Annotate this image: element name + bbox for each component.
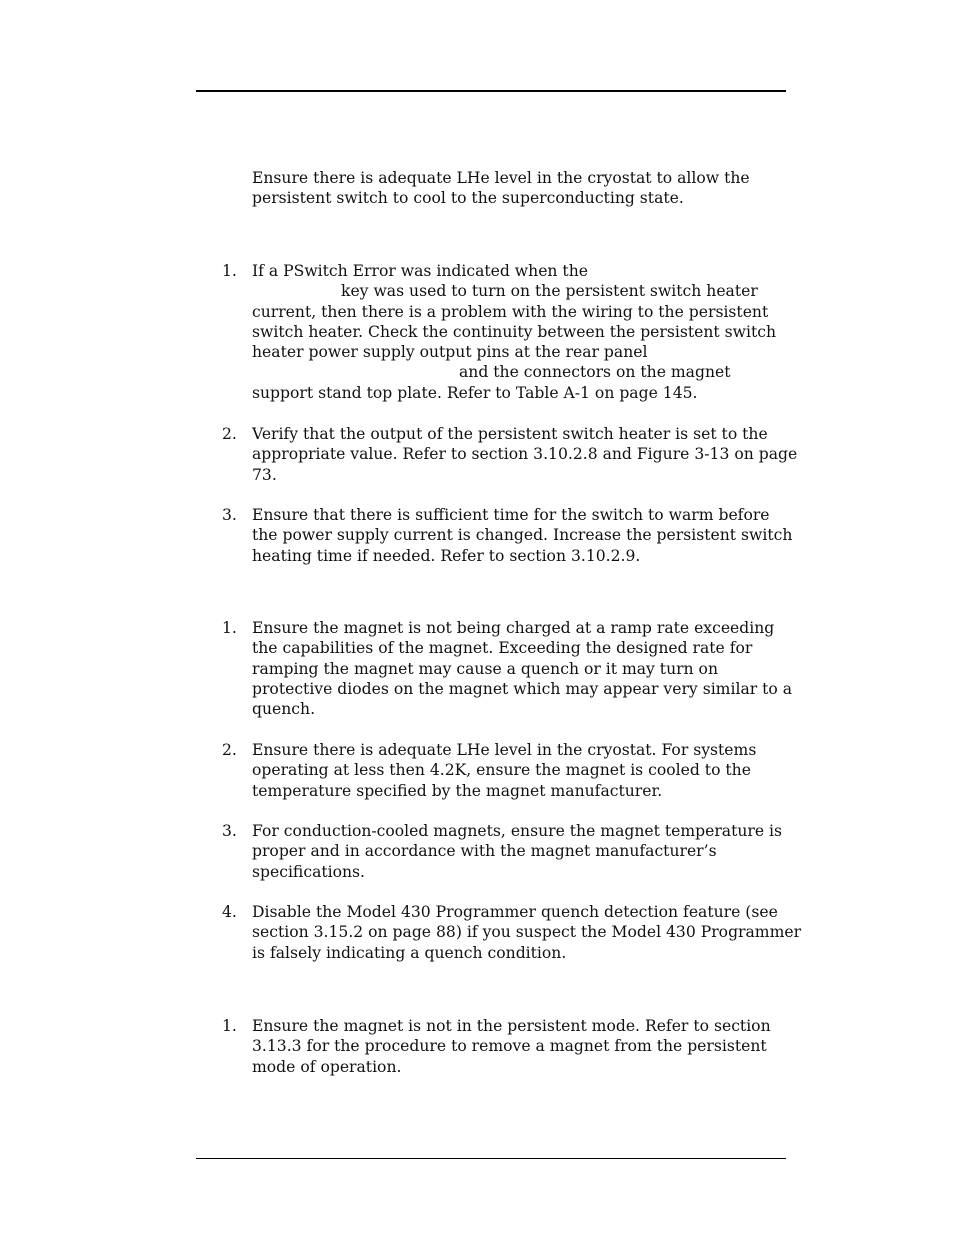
list-item-text [252,618,792,719]
text-line: quench. [252,700,316,719]
list-number: 4. [222,903,237,921]
list-number: 3. [222,506,237,524]
text-line: Disable the Model 430 Programmer quench detection feature (see [252,903,778,921]
text-line: temperature specified by the magnet manufacturer. [252,781,663,800]
text-line: mode of operation. [252,1057,402,1076]
text-line: 73. [252,465,277,484]
list-number: 2. [222,741,237,759]
text-line: Ensure the magnet is not in the persistent mode. Refer to section [252,1017,771,1035]
text-line: key was used to turn on the persistent switch heater [341,282,758,301]
header-rule [196,90,786,92]
text-line: Ensure the magnet is not being charged at a ramp rate exceeding [252,619,775,637]
footer-rule [196,1158,786,1159]
text-line: For conduction-cooled magnets, ensure the magnet temperature is [252,822,783,840]
list-number: 1. [222,619,237,637]
text-line: the capabilities of the magnet. Exceeding the designed rate for [252,639,753,658]
text-line: heater power supply output pins at the rear panel [252,343,648,362]
text-line: appropriate value. Refer to section 3.10.2.8 and Figure 3-13 on page [252,445,798,464]
text-line: operating at less then 4.2K, ensure the magnet is cooled to the [252,761,751,780]
text-line: proper and in accordance with the magnet manufacturer’s [252,842,717,861]
text-line: Ensure that there is sufficient time for the switch to warm before [252,506,770,524]
list-number: 3. [222,822,237,840]
text-line: the power supply current is changed. Increase the persistent switch [252,526,793,545]
text-line: section 3.15.2 on page 88) if you suspect the Model 430 Programmer [252,923,802,942]
list-item-text [252,1016,792,1077]
intro-paragraph [252,168,792,209]
list-number: 2. [222,425,237,443]
list-item-text [252,902,802,963]
list-item-text [252,261,792,403]
text-line: persistent switch to cool to the superconducting state. [252,189,684,208]
text-line: heating time if needed. Refer to section 3.10.2.9. [252,546,641,565]
list-item-text [252,740,792,801]
text-line: Verify that the output of the persistent switch heater is set to the [252,425,768,443]
text-line: switch heater. Check the continuity between the persistent switch [252,322,776,341]
text-line: ramping the magnet may cause a quench or it may turn on [252,659,718,678]
text-line: support stand top plate. Refer to Table A-1 on page 145. [252,383,698,402]
text-line: Ensure there is adequate LHe level in the cryostat to allow the [252,169,750,187]
text-line: If a PSwitch Error was indicated when the [252,262,588,280]
list-item-text [252,505,792,566]
text-line: current, then there is a problem with the wiring to the persistent [252,302,769,321]
text-line: Ensure there is adequate LHe level in the cryostat. For systems [252,741,757,759]
list-number: 1. [222,1017,237,1035]
list-item-text [252,424,798,485]
list-number: 1. [222,262,237,280]
text-line: 3.13.3 for the procedure to remove a magnet from the persistent [252,1037,767,1056]
text-line: is falsely indicating a quench condition. [252,943,567,962]
list-item-text [252,821,792,882]
text-line: specifications. [252,862,366,881]
text-line: and the connectors on the magnet [459,363,731,382]
text-line: protective diodes on the magnet which may appear very similar to a [252,679,793,698]
